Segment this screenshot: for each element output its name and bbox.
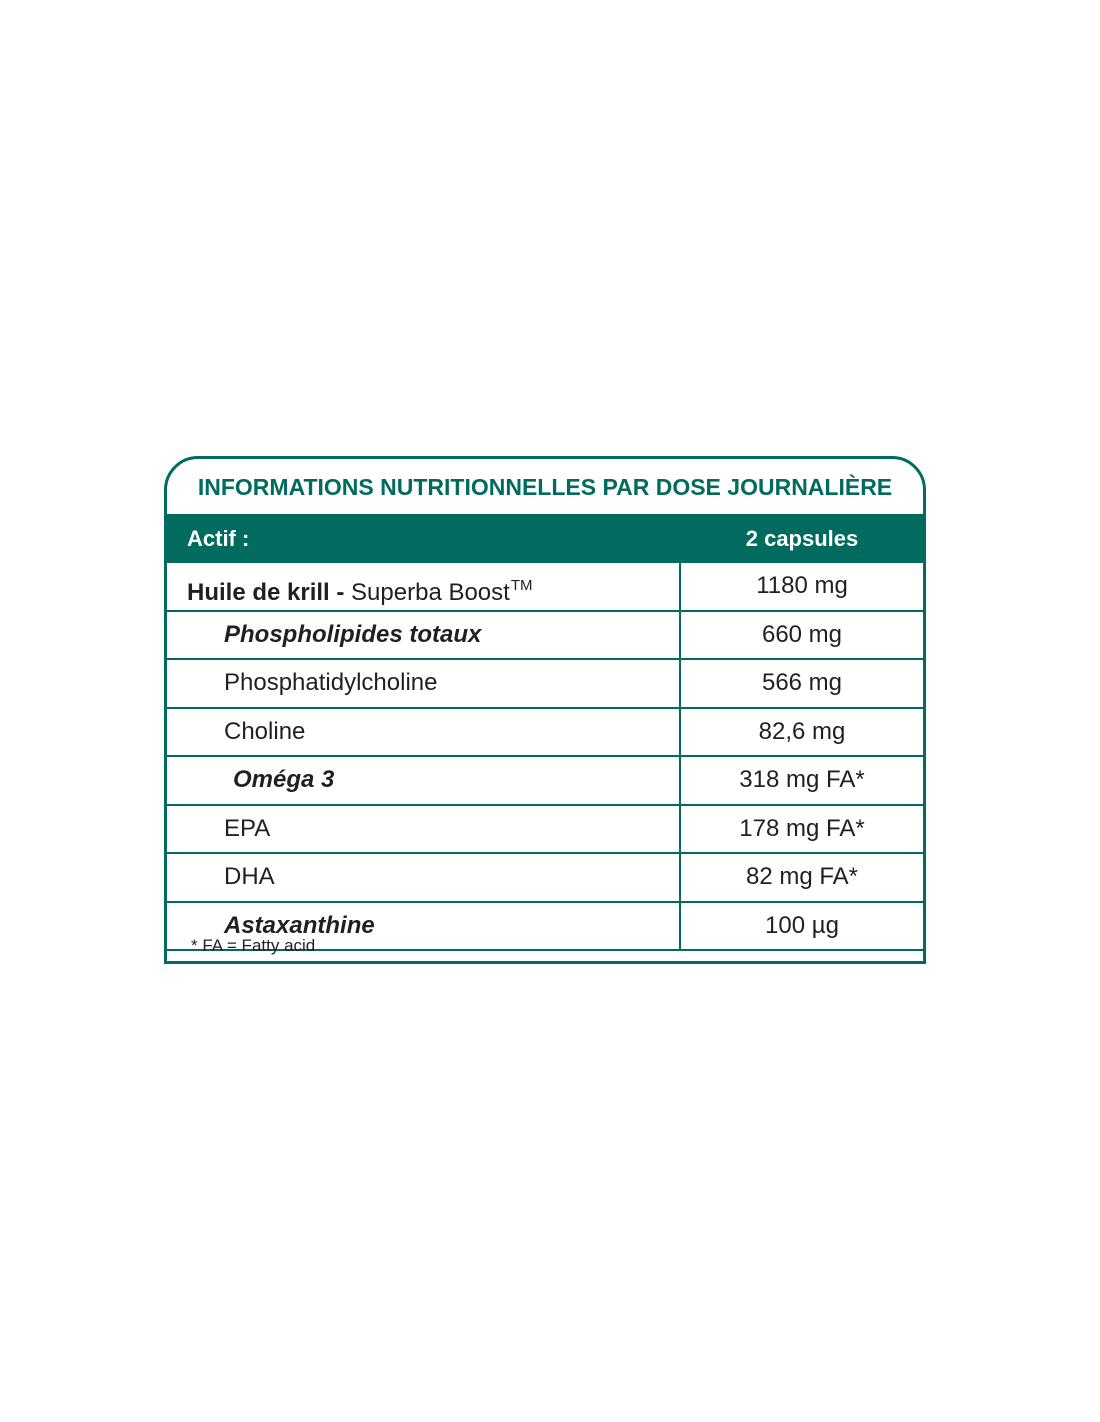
row-value: 178 mg FA* <box>679 806 923 853</box>
row-value: 318 mg FA* <box>679 757 923 804</box>
row-name: Phospholipides totaux <box>224 620 482 648</box>
table-header <box>167 514 923 563</box>
table-row <box>167 612 923 661</box>
row-value: 566 mg <box>679 660 923 707</box>
row-name <box>167 563 699 610</box>
row-value: 82,6 mg <box>679 709 923 756</box>
row-name: Phosphatidylcholine <box>224 669 438 696</box>
header-active-label: Actif : <box>187 526 250 551</box>
row-name: Choline <box>224 717 306 745</box>
row-name: DHA <box>224 863 275 890</box>
table-row-krill-oil <box>167 563 923 612</box>
row-name: Astaxanthine <box>224 911 375 939</box>
row-name: EPA <box>224 814 271 842</box>
row-value: 82 mg FA* <box>679 854 923 901</box>
table-row <box>167 660 923 709</box>
row-value: 1180 mg <box>679 563 923 610</box>
krill-oil-label: Huile de krill - <box>187 579 345 606</box>
footnote: * FA = Fatty acid <box>191 936 316 955</box>
header-dose-label: 2 capsules <box>745 526 859 551</box>
table-row <box>167 709 923 758</box>
brand-name: Superba Boost <box>351 579 510 606</box>
table-row <box>167 806 923 855</box>
trademark-mark: TM <box>510 577 533 594</box>
table-row <box>167 757 923 806</box>
nutrition-table <box>164 456 926 964</box>
table-title: INFORMATIONS NUTRITIONNELLES PAR DOSE JOURNALIÈRE <box>197 474 893 500</box>
row-name: Oméga 3 <box>233 766 335 793</box>
row-value: 100 µg <box>679 903 923 950</box>
table-body <box>167 563 923 951</box>
row-value: 660 mg <box>679 612 923 659</box>
table-row <box>167 854 923 903</box>
